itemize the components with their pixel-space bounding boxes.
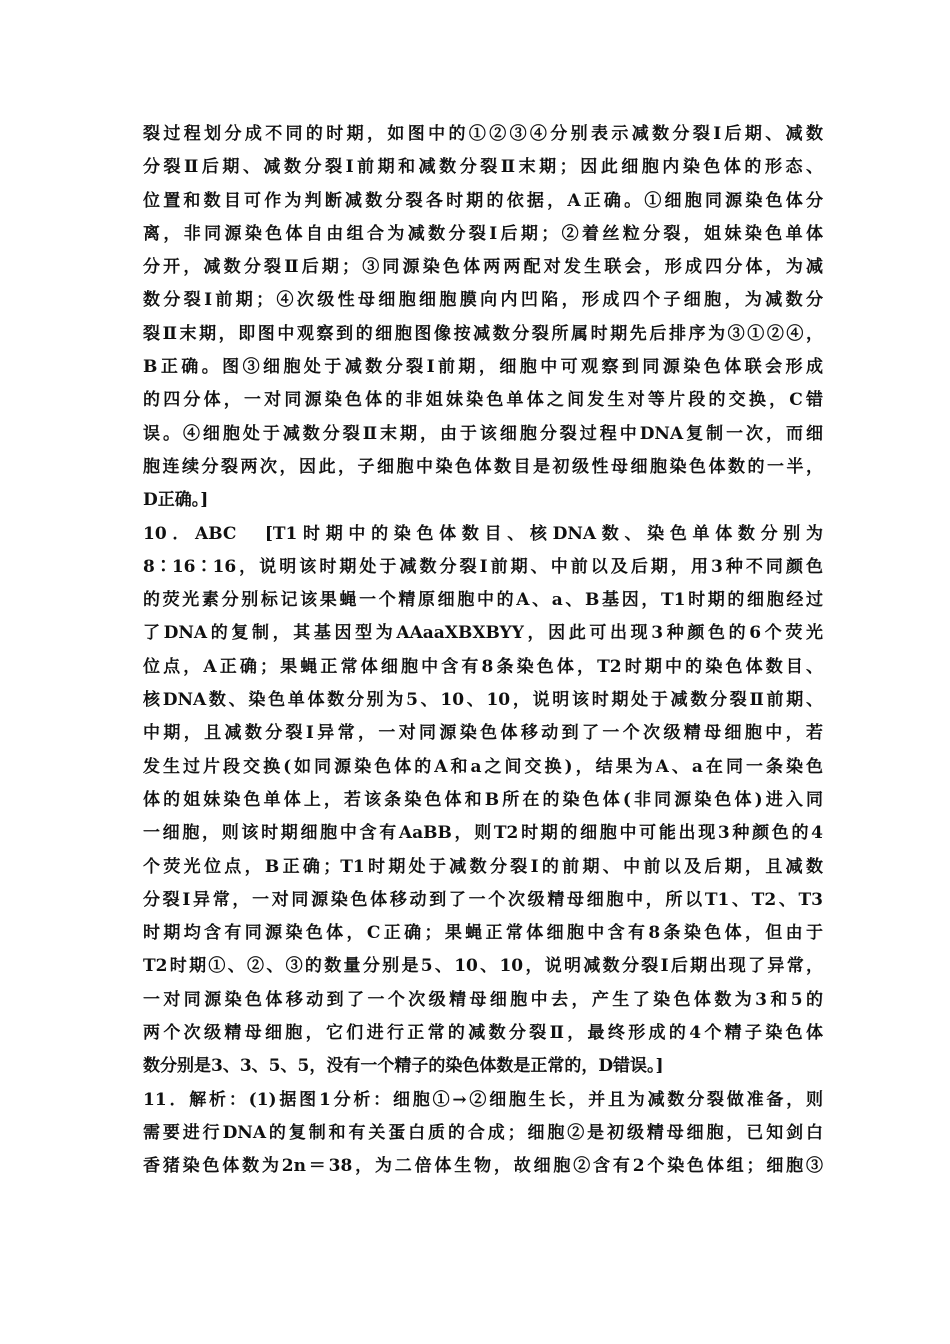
text-line: 的四分体，一对同源染色体的非姐妹染色单体之间发生对等片段的交换，C错: [143, 390, 823, 411]
text-line: 一细胞，则该时期细胞中含有AaBB，则T2时期的细胞中可能出现3种颜色的4: [143, 823, 823, 844]
text-line: 离，非同源染色体自由组合为减数分裂Ⅰ后期；②着丝粒分裂，姐妹染色单体: [143, 223, 823, 244]
text-line: 两个次级精母细胞，它们进行正常的减数分裂Ⅱ，最终形成的4个精子染色体: [143, 1023, 823, 1044]
text-line: 位置和数目可作为判断减数分裂各时期的依据，A正确。①细胞同源染色体分: [143, 190, 823, 211]
text-line: B正确。图③细胞处于减数分裂Ⅰ前期，细胞中可观察到同源染色体联会形成: [143, 357, 823, 378]
text-line: 分裂Ⅱ后期、减数分裂Ⅰ前期和减数分裂Ⅱ末期；因此细胞内染色体的形态、: [143, 157, 823, 178]
text-line: D正确。]: [143, 490, 209, 511]
text-line: 裂Ⅱ末期，即图中观察到的细胞图像按减数分裂所属时期先后排序为③①②④，: [143, 323, 823, 344]
text-line: 数分别是3、3、5、5，没有一个精子的染色体数是正常的，D错误。]: [143, 1056, 664, 1077]
text-line: 分开，减数分裂Ⅱ后期；③同源染色体两两配对发生联会，形成四分体，为减: [143, 257, 823, 278]
text-line: 一对同源染色体移动到了一个次级精母细胞中去，产生了染色体数为3和5的: [143, 989, 823, 1010]
text-line: T2时期①、②、③的数量分别是5、10、10，说明减数分裂Ⅰ后期出现了异常，: [143, 956, 823, 977]
text-line: 8∶16∶16，说明该时期处于减数分裂Ⅰ前期、中前以及后期，用3种不同颜色: [143, 556, 823, 577]
text-line: 的荧光素分别标记该果蝇一个精原细胞中的A、a、B基因，T1时期的细胞经过: [143, 590, 823, 611]
text-line: 裂过程划分成不同的时期，如图中的①②③④分别表示减数分裂Ⅰ后期、减数: [143, 124, 823, 144]
text-line: 中期，且减数分裂Ⅰ异常，一对同源染色体移动到了一个次级精母细胞中，若: [143, 723, 823, 744]
text-line: 体的姐妹染色单体上，若该条染色体和B所在的染色体(非同源染色体)进入同: [143, 789, 823, 810]
text-line: 发生过片段交换(如同源染色体的A和a之间交换)，结果为A、a在同一条染色: [143, 756, 823, 777]
text-line: 11．解析：(1)据图1分析：细胞①→②细胞生长，并且为减数分裂做准备，则: [143, 1089, 823, 1110]
text-line: 个荧光位点，B正确；T1时期处于减数分裂Ⅰ的前期、中前以及后期，且减数: [143, 856, 823, 877]
text-line: 了DNA的复制，其基因型为AAaaXBXBYY，因此可出现3种颜色的6个荧光: [143, 623, 823, 644]
text-line: 10．ABC [T1时期中的染色体数目、核DNA数、染色单体数分别为: [143, 523, 823, 544]
text-line: 分裂Ⅰ异常，一对同源染色体移动到了一个次级精母细胞中，所以T1、T2、T3: [143, 889, 823, 910]
text-line: 数分裂Ⅰ前期；④次级性母细胞细胞膜向内凹陷，形成四个子细胞，为减数分: [143, 290, 823, 311]
text-line: 胞连续分裂两次，因此，子细胞中染色体数目是初级性母细胞染色体数的一半，: [143, 456, 823, 477]
text-line: 时期均含有同源染色体，C正确；果蝇正常体细胞中含有8条染色体，但由于: [143, 923, 823, 944]
text-line: 需要进行DNA的复制和有关蛋白质的合成；细胞②是初级精母细胞，已知剑白: [143, 1122, 823, 1143]
answer-text: [143, 118, 823, 1184]
text-line: 位点，A正确；果蝇正常体细胞中含有8条染色体，T2时期中的染色体数目、: [143, 656, 823, 677]
text-line: 核DNA数、染色单体数分别为5、10、10，说明该时期处于减数分裂Ⅱ前期、: [143, 690, 823, 711]
text-line: 误。④细胞处于减数分裂Ⅱ末期，由于该细胞分裂过程中DNA复制一次，而细: [143, 423, 823, 444]
text-line: 香猪染色体数为2n＝38，为二倍体生物，故细胞②含有2个染色体组；细胞③: [143, 1156, 823, 1177]
